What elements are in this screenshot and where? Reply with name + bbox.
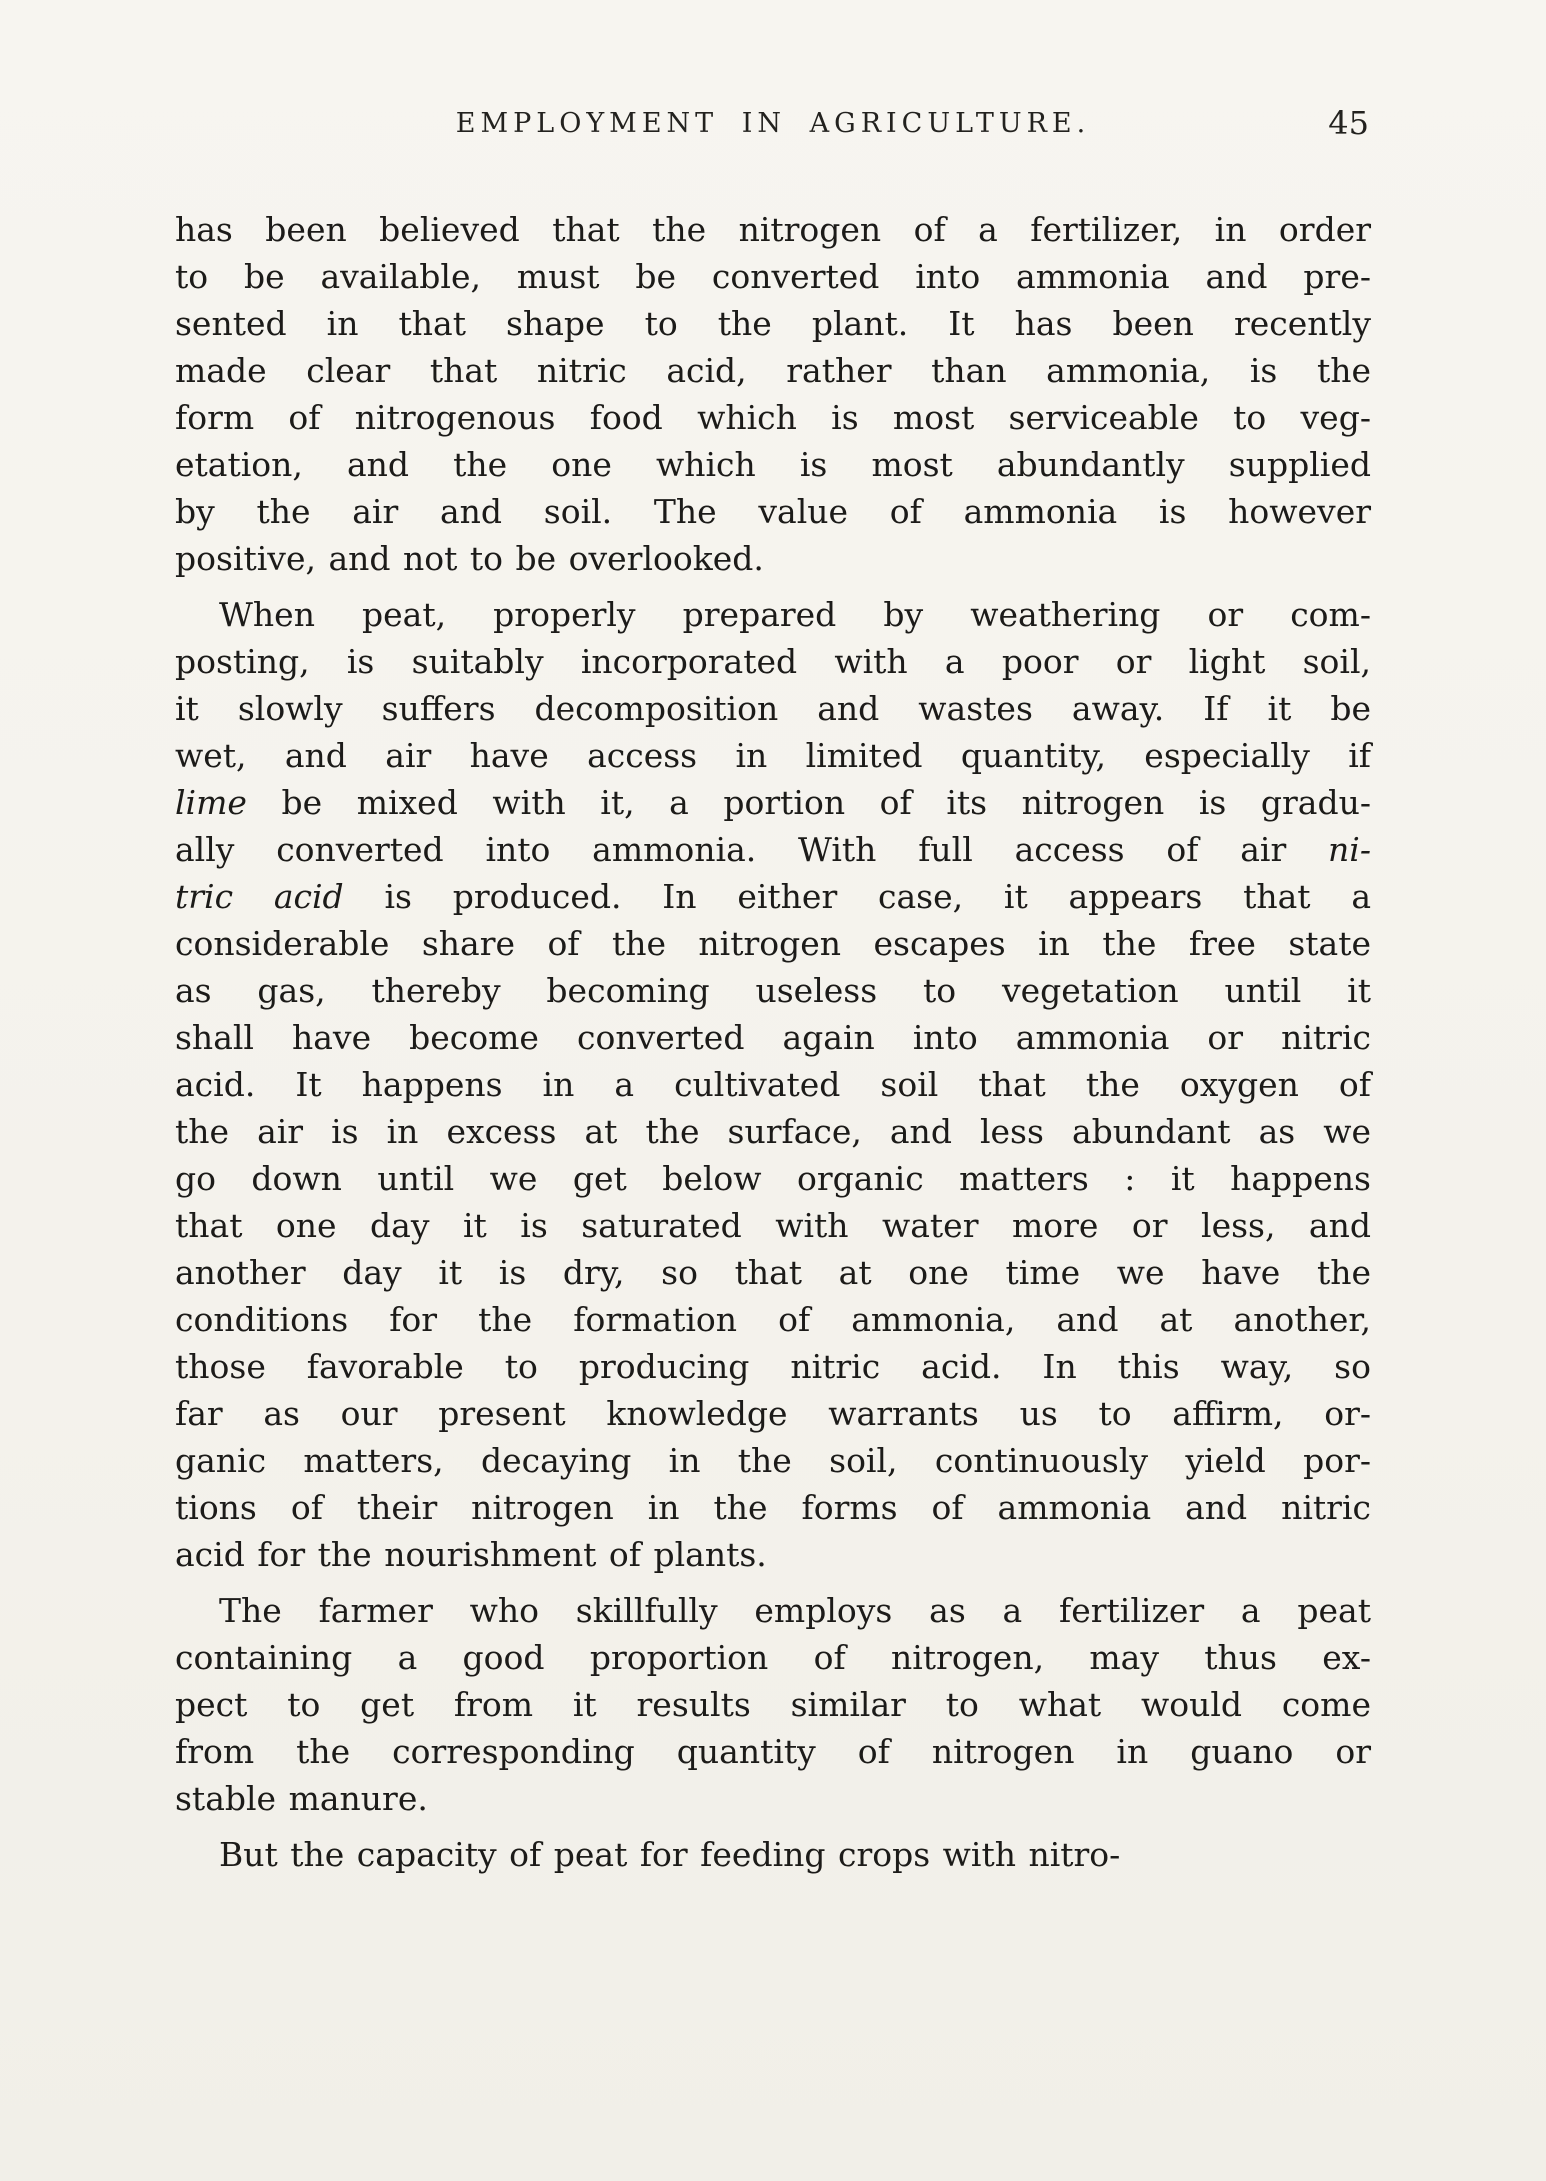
- text-line: considerable share of the nitrogen escapes in the free state: [175, 924, 1371, 963]
- paragraph: [175, 1831, 1371, 1878]
- text-line: posting, is suitably incorporated with a poor or light soil,: [175, 642, 1371, 681]
- text-line: acid for the nourishment of plants.: [175, 1535, 767, 1574]
- text-line: stable manure.: [175, 1779, 428, 1818]
- text-line: positive, and not to be overlooked.: [175, 539, 764, 578]
- text-line: by the air and soil. The value of ammonia is however: [175, 492, 1371, 531]
- text-line: has been believed that the nitrogen of a fertilizer, in order: [175, 210, 1371, 249]
- text-block: [175, 104, 1371, 1878]
- text-line: from the corresponding quantity of nitrogen in guano or: [175, 1732, 1371, 1771]
- text-line: it slowly suffers decomposition and wastes away. If it be: [175, 689, 1371, 728]
- text-line: containing a good proportion of nitrogen, may thus ex-: [175, 1638, 1371, 1677]
- paragraph: [175, 1587, 1371, 1822]
- text-body: [175, 206, 1371, 1878]
- running-header: [175, 104, 1371, 160]
- text-line: far as our present knowledge warrants us to affirm, or-: [175, 1394, 1371, 1433]
- text-line: made clear that nitric acid, rather than ammonia, is the: [175, 351, 1371, 390]
- text-line: ganic matters, decaying in the soil, continuously yield por-: [175, 1441, 1371, 1480]
- text-line: another day it is dry, so that at one time we have the: [175, 1253, 1371, 1292]
- text-line: ally converted into ammonia. With full access of air ni-: [175, 830, 1371, 869]
- text-line: But the capacity of peat for feeding crops with nitro-: [219, 1835, 1121, 1874]
- text-line: shall have become converted again into ammonia or nitric: [175, 1018, 1371, 1057]
- text-line: conditions for the formation of ammonia, and at another,: [175, 1300, 1371, 1339]
- text-line: When peat, properly prepared by weathering or com-: [219, 595, 1371, 634]
- text-line: the air is in excess at the surface, and less abundant as we: [175, 1112, 1371, 1151]
- text-line: The farmer who skillfully employs as a fertilizer a peat: [219, 1591, 1371, 1630]
- text-line: acid. It happens in a cultivated soil that the oxygen of: [175, 1065, 1371, 1104]
- text-line: those favorable to producing nitric acid. In this way, so: [175, 1347, 1371, 1386]
- page-number: 45: [1328, 104, 1369, 142]
- text-line: etation, and the one which is most abundantly supplied: [175, 445, 1371, 484]
- text-line: as gas, thereby becoming useless to vegetation until it: [175, 971, 1371, 1010]
- text-line: tions of their nitrogen in the forms of ammonia and nitric: [175, 1488, 1371, 1527]
- running-header-title: EMPLOYMENT IN AGRICULTURE.: [455, 108, 1091, 139]
- paragraph: [175, 206, 1371, 582]
- text-line: pect to get from it results similar to what would come: [175, 1685, 1371, 1724]
- text-line: that one day it is saturated with water more or less, and: [175, 1206, 1371, 1245]
- text-line: wet, and air have access in limited quantity, especially if: [175, 736, 1371, 775]
- text-line: tric acid is produced. In either case, it appears that a: [175, 877, 1371, 916]
- text-line: go down until we get below organic matters : it happens: [175, 1159, 1371, 1198]
- paragraph: [175, 591, 1371, 1578]
- text-line: lime be mixed with it, a portion of its nitrogen is gradu-: [175, 783, 1371, 822]
- text-line: form of nitrogenous food which is most serviceable to veg-: [175, 398, 1371, 437]
- text-line: sented in that shape to the plant. It has been recently: [175, 304, 1371, 343]
- text-line: to be available, must be converted into ammonia and pre-: [175, 257, 1371, 296]
